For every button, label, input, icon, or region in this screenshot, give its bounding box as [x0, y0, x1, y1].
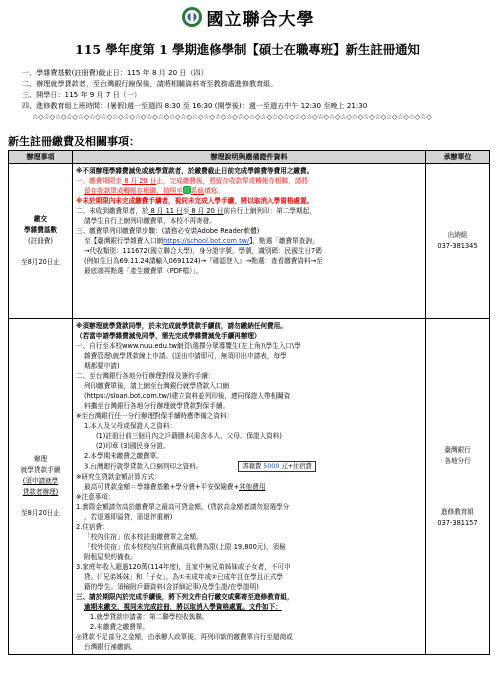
- notice-item: 四、進修教育組上班時間：(暑假)週一至週四 8:30 至 16:30 (開學後)：週一至週五中午 12:30 至晚上 21:30: [22, 101, 368, 110]
- fee-note-box: 書籍費 5000 元+住宿費: [238, 461, 315, 472]
- bot-school-link[interactable]: https://school.bot.com.tw/: [163, 237, 250, 245]
- university-logo: [0, 4, 495, 30]
- page-title: 115 學年度第 1 學期進修學制【碩士在職專班】新生註冊通知: [75, 42, 420, 57]
- table-header-row: [9, 151, 490, 164]
- decorative-divider: ☆◇☆◇☆◇☆◇☆◇☆◇☆◇☆◇☆◇☆◇☆◇☆◇☆◇☆◇☆◇☆◇☆◇☆◇☆◇☆◇☆◇☆◇☆◇☆◇☆◇☆◇☆◇☆◇☆◇☆◇☆◇☆◇☆◇☆◇☆◇: [32, 112, 432, 121]
- line-app-icon: [183, 186, 191, 194]
- notice-list: [22, 67, 492, 122]
- notice-item: 一、學雜費基數(註冊費)截止日：115 年 8 月 20 日（四）: [22, 68, 208, 77]
- header-item: 辦理事項: [9, 151, 73, 164]
- upload-system-link[interactable]: 系統: [190, 187, 205, 195]
- unit-cell-tuition: 出納組 037-381345: [426, 164, 490, 319]
- university-seal-icon: [181, 6, 203, 28]
- university-name: 國立聯合大學: [206, 9, 315, 30]
- description-cell-loan: ※須辦理就學貸款同學，於未完成就學貸款手續前，請勿繳納任何費用。 （若當申請學雜費減免同學，需先完成學雜費減免手續再辦理） 一、自行至本校www.nuu.edu.tw網頁\選擇分眾導覽生(左上角)\學生入口\學 雜費管理\就學貸款線上申請。(送出申請即可，無須印出申請表，每學 期都要申請) 二、至台灣銀行各地分行辦理對保及簽約手續： 列印繳費單後，請上網至台灣銀行就學貸款入口網 (https://sloan.bot.com.tw/)建立資料並列印後，連同保證人帶相關資 料攜至台灣銀行各地分行辦理就學貸款對保手續。 ※至台灣銀行任一分行辦理對保手續時應準備之資料： 1.本人及父母或保證人之資料： (1)註冊日前三個月內之戶籍謄本(需含本人、父母、保證人資料) (2)印章 (3)國民身分證。 2.本學期未繳費之繳費單。 3.台灣銀行就學貸款入口網列印之資料。 書籍費 5000 元+住宿費 ※研究生貸款金額計算方式： 最高可貸款金額＝學雜費基數+學分費+平安保險費+其他費用 ※注意事項： 1.實際金額請勿高於繳費單之最高可貸金額。(貸款高金額者請勿退選學分 ，若退選即溢貸，需退伴重辦) 2.住宿費： 「校內住宿」依本校註冊繳費單之金額。 「校外住宿」依本校校內住宿費最高收費為限(上限 19,800元)，須檢 附租屋契約備查。 3.家庭年收入超過120萬(114年度)，且家中無兄弟姊妹或子女者，不可申 貸。(「兄弟姊妹」和「子女」，為①未成年或②已成年且在學且正式學 籍的學生。須檢附戶籍資料(含詳細記事)及學生證/在學證明) 三、請於期限內於完成手續後，將下列文件自行繳交或郵寄至進修教育組， 逾期未繳交，視同未完成註冊，將以取消入學資格處置。文件如下： 1.就學貸款申請書：第二聯學校收執聯。 2.未繳費之繳費單。 ◎貸款不足部分之金額，由承辦人政單後，再列印新的繳費單自行至超商或 台灣銀行補繳納。: [73, 319, 426, 655]
- registration-table: [8, 150, 490, 655]
- section-title: 新生註冊繳費及相關事項：: [8, 135, 140, 148]
- table-row-tuition: [9, 164, 490, 319]
- unit-cell-loan: 臺灣銀行 各地分行 進修教育組 037-381157: [426, 319, 490, 655]
- item-cell-loan: 辦理 就學貸款手續 (須申請就學 貸款者辦理) 至8月20日止: [9, 319, 73, 655]
- table-row-loan: [9, 319, 490, 655]
- item-cell-tuition: 繳交 學雜費基數 (註冊費) 至8月20日止: [9, 164, 73, 319]
- notice-item: 三、開學日：115 年 9 月 7 日（一）: [22, 90, 141, 99]
- header-unit: 承辦單位: [426, 151, 490, 164]
- header-description: 辦理說明與應備證件資料: [73, 151, 426, 164]
- notice-item: 二、辦理就學貸款者，至台灣銀行線保後，請將相關資料寄至教務處進修教育組。: [22, 79, 278, 88]
- description-cell-tuition: ※不須辦理學雜費減免或就學貸款者，於繳費截止日前完成學雜費等費用之繳費。 一、繳費期限至 8 月 20 日止，完成繳費後，將留存收款單或轉帳存根聯，請將 留存收款單或轉帳存根聯，拍照至 系統填寫。 ※未於期限內未完成繳費手續者，視同未完成入學手續，將以取消入學資格處置。 二、未收到繳費單者，於 8 月 11 日至 8 月 20 日前自行上網列印：第二學期起， 請學生自行上網列印繳費單，本校不再寄發。 三、繳費單列印繳費單步驟：(請務必安裝Adobe Reader軟體) 至【臺灣銀行學雜費入口網https://school.bot.com.tw/】，點選「繳費單查詢」 →代收類別：111672(國立聯合大學)，身分證字號，學號，識別碼：民國生日7碼 (例如生日為69.11.24請輸入0691124)→『確認登入』→點選：查看繳費資料→至 最底端再點選「產生繳費單（PDF檔）」。: [73, 164, 426, 319]
